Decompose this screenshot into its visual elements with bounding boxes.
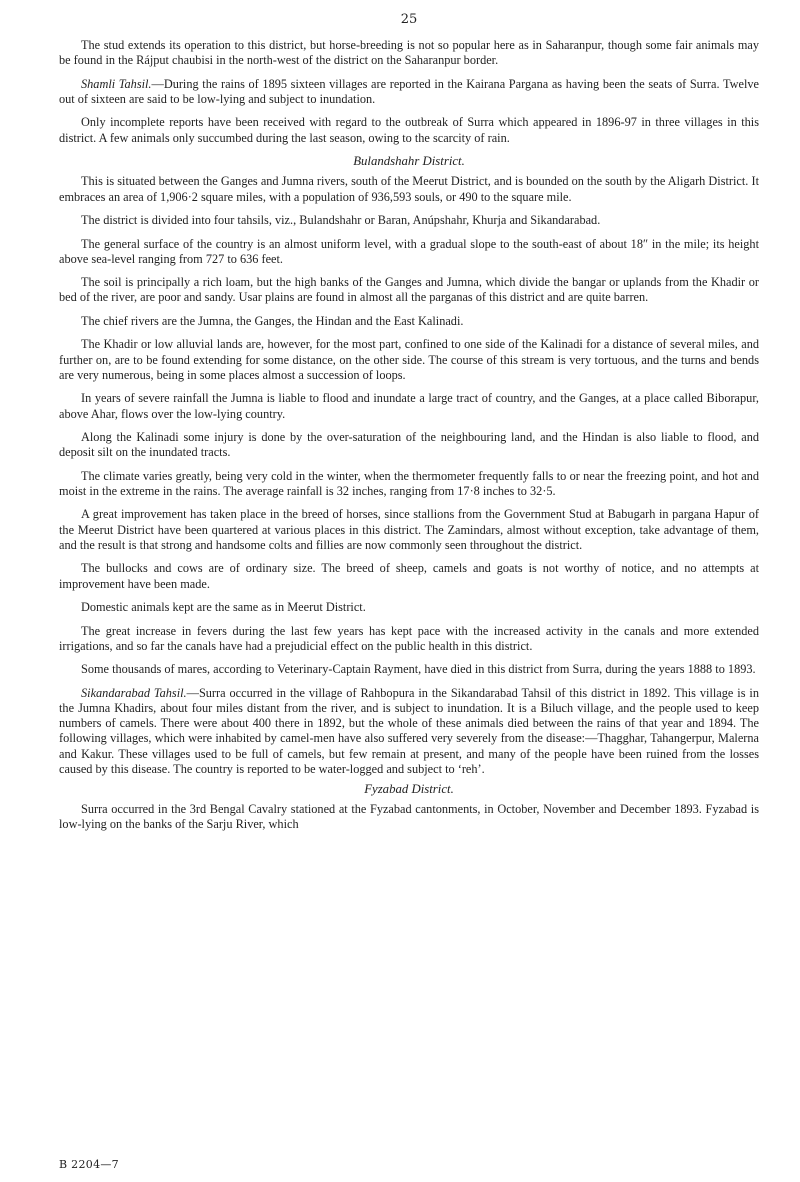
paragraph: Domestic animals kept are the same as in Meerut District. <box>81 600 366 615</box>
paragraph: Some thousands of mares, according to Veterinary-Captain Rayment, have died in this district from Surra, during the years 1888 to 1893. <box>81 662 756 677</box>
paragraph: The great increase in fevers during the last few years has kept pace with the increased activity in the canals and more extended irrigations, and so far the canals have had a prejudicial effect on the public health in this district. <box>59 623 759 653</box>
paragraph: The district is divided into four tahsils, viz., Bulandshahr or Baran, Anúpshahr, Khurja and Sikandarabad. <box>81 213 601 228</box>
paragraph: Along the Kalinadi some injury is done by the over-saturation of the neighbouring land, and the Hindan is also liable to flood, and deposit silt on the inundated tracts. <box>59 430 759 460</box>
section-lead: Sikandarabad Tahsil. <box>81 685 187 700</box>
paragraph: The climate varies greatly, being very cold in the winter, when the thermometer frequently falls to or near the freezing point, and hot and moist in the extreme in the rains. The average rainfall is 32 inches, ranging from 17·8 inches to 32·5. <box>59 468 759 498</box>
paragraph: The general surface of the country is an almost uniform level, with a gradual slope to the south-east of about 18″ in the mile; its height above sea-level ranging from 727 to 636 feet. <box>59 236 759 266</box>
paragraph: A great improvement has taken place in the breed of horses, since stallions from the Government Stud at Babugarh in pargana Hapur of the Meerut District have been quartered at various places in this district. The Zamindars, almost without exception, take advantage of them, and the result is that strong and handsome colts and fillies are now commonly seen throughout the district. <box>59 507 759 552</box>
paragraph: Surra occurred in the 3rd Bengal Cavalry stationed at the Fyzabad cantonments, in October, November and December 1893. Fyzabad is low-lying on the banks of the Sarju River, which <box>59 802 759 832</box>
page-body <box>59 38 759 841</box>
paragraph-text: —During the rains of 1895 sixteen villages are reported in the Kairana Pargana as having been the seats of Surra. Twelve out of sixteen are said to be low-lying and subject to inundation. <box>59 76 759 106</box>
section-heading-fyzabad: Fyzabad District. <box>364 781 454 796</box>
section-lead: Shamli Tahsil. <box>81 76 152 91</box>
paragraph: The bullocks and cows are of ordinary size. The breed of sheep, camels and goats is not worthy of notice, and no attempts at improvement have been made. <box>59 561 759 591</box>
section-heading-bulandshahr: Bulandshahr District. <box>353 154 465 169</box>
paragraph: In years of severe rainfall the Jumna is liable to flood and inundate a large tract of country, and the Ganges, at a place called Biborapur, above Ahar, flows over the low-lying country. <box>59 391 759 421</box>
paragraph: This is situated between the Ganges and Jumna rivers, south of the Meerut District, and is bounded on the south by the Aligarh District. It embraces an area of 1,906·2 square miles, with a population of 936,593 souls, or 490 to the square mile. <box>59 174 759 204</box>
paragraph: Only incomplete reports have been received with regard to the outbreak of Surra which appeared in 1896-97 in three villages in this district. A few animals only succumbed during the last season, owing to the scarcity of rain. <box>59 115 759 145</box>
paragraph <box>59 686 759 777</box>
paragraph: The chief rivers are the Jumna, the Ganges, the Hindan and the East Kalinadi. <box>81 313 464 328</box>
paragraph: The stud extends its operation to this district, but horse-breeding is not so popular here as in Saharanpur, though some fair animals may be found in the Rájput chaubisi in the north-west of the district on the Saharanpur border. <box>59 38 759 68</box>
paragraph: The Khadir or low alluvial lands are, however, for the most part, confined to one side of the Kalinadi for a distance of several miles, and further on, are to be found extending for some distance, on the other side. The course of this stream is very tortuous, and the turns and bends are very numerous, being in some places almost a succession of loops. <box>59 337 759 382</box>
paragraph <box>59 77 759 107</box>
paragraph: The soil is principally a rich loam, but the high banks of the Ganges and Jumna, which divide the bangar or uplands from the Khadir or bed of the river, are poor and sandy. Usar plains are found in almost all the parganas of this district and are quite barren. <box>59 275 759 305</box>
paragraph-text: —Surra occurred in the village of Rahbopura in the Sikandarabad Tahsil of this district in 1892. This village is in the Jumna Khadirs, about four miles distant from the river, and is subject to inundation. It is a Biluch village, and the people used to keep numbers of camels. There were about 400 there in 1892, but the whole of these animals died between the rains of that year and 1894. The following villages, which were inhabited by camel-men have also suffered very severely from the disease:—Thagghar, Tahangerpur, Malerna and Kakur. These villages used to be full of camels, but few remain at present, and many of the people have been ruined from the losses caused by this disease. The country is reported to be water-logged and subject to ‘reh’. <box>59 685 759 776</box>
page-number: 25 <box>400 12 418 27</box>
signature-mark: B 2204—7 <box>59 1158 119 1171</box>
